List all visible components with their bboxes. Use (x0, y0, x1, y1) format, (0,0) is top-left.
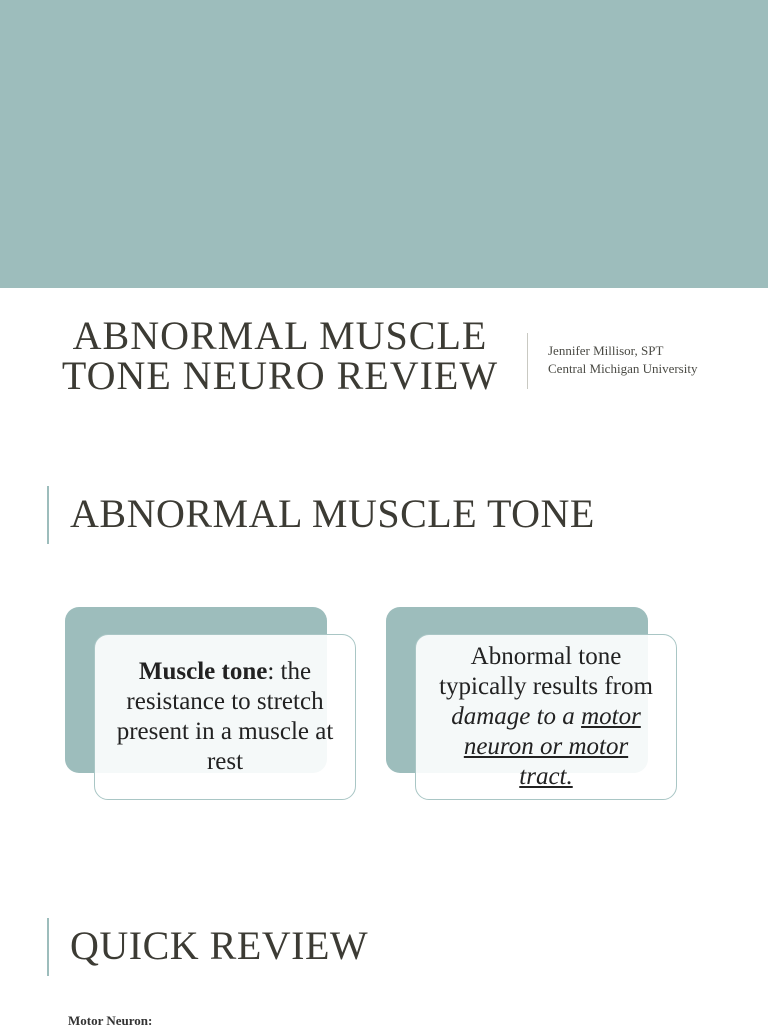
author-affiliation: Central Michigan University (548, 361, 698, 376)
section-heading-abnormal-tone: ABNORMAL MUSCLE TONE (70, 491, 595, 536)
title-divider (527, 333, 528, 389)
definition-text (113, 657, 337, 777)
cause-emphasis-underlined: motor neuron or motor tract. (463, 703, 641, 790)
section-accent-bar (47, 918, 49, 976)
cause-emphasis-italic: damage to a (451, 703, 575, 730)
cause-card (415, 634, 677, 800)
section-heading-quick-review: QUICK REVIEW (70, 923, 369, 968)
definition-term: Muscle tone (138, 658, 268, 685)
title-line-2: TONE NEURO REVIEW (61, 353, 499, 398)
document-title (30, 313, 530, 398)
header-banner (0, 0, 768, 288)
cause-text (434, 642, 658, 792)
section-accent-bar (47, 486, 49, 544)
author-block (548, 342, 697, 378)
definition-body: : the resistance to stretch present in a muscle at rest (116, 658, 334, 775)
definition-card (94, 634, 356, 800)
cause-body: Abnormal tone typically results from (439, 643, 653, 700)
motor-neuron-label: Motor Neuron: (68, 1013, 153, 1028)
title-line-1: ABNORMAL MUSCLE (72, 313, 488, 358)
author-name: Jennifer Millisor, SPT (548, 343, 664, 358)
